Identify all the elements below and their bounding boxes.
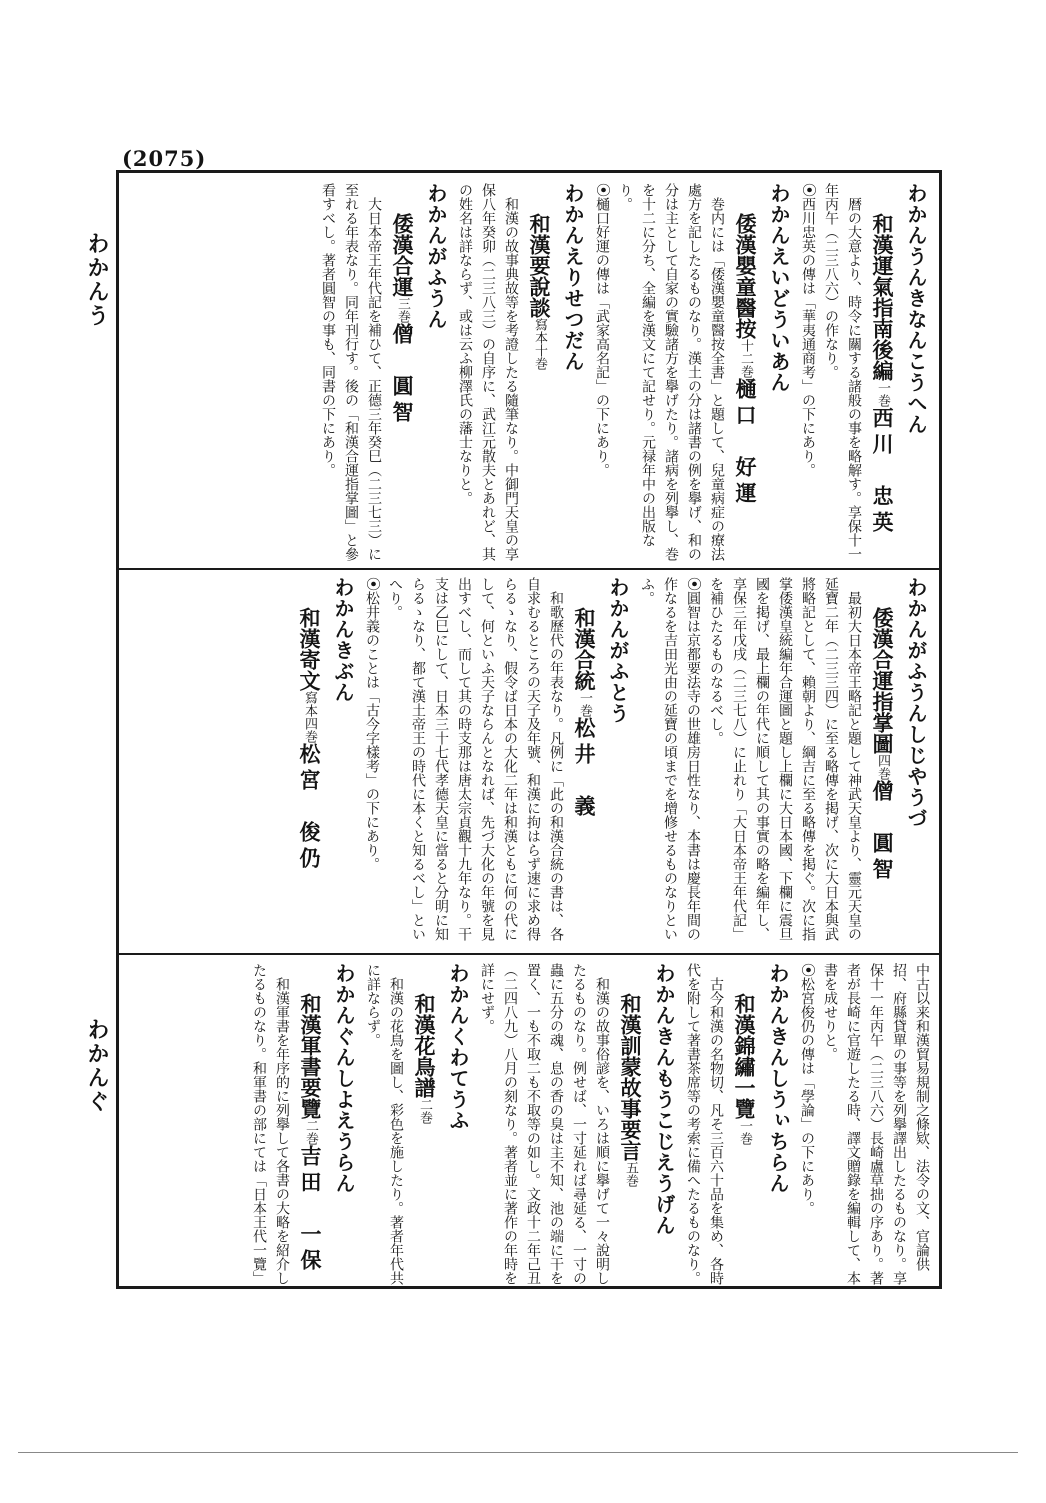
row-lower [119, 959, 939, 1286]
entry-reading: わかんくわてうふ [446, 963, 470, 1131]
dictionary-entry [681, 963, 795, 1286]
entry-author: 松宮 俊仍 [297, 743, 322, 873]
entry-title: 倭漢合運 [390, 213, 415, 297]
entry-volumes: 二巻 [417, 1098, 432, 1124]
row-upper [119, 179, 939, 565]
entry-heading [407, 963, 441, 1286]
dictionary-entry [361, 963, 475, 1286]
entry-note: ⦿松宮俊仍の傳は「學論」の下にあり。 [799, 963, 815, 1215]
entry-reading: わかんがふうん [424, 183, 448, 330]
entry-heading [567, 577, 601, 950]
entry-title: 和漢要說談 [527, 213, 552, 318]
entry-heading [293, 963, 327, 1286]
entry-volumes: 二巻 [303, 1119, 318, 1145]
entry-volumes: 三巻 [395, 297, 410, 323]
dictionary-frame [116, 170, 942, 1289]
entry-heading [292, 577, 326, 950]
dictionary-entry [590, 183, 796, 565]
entries-column [247, 959, 939, 1286]
entry-title: 倭漢嬰童醫按 [733, 213, 758, 339]
entry-reading: わかんきんしうぃちらん [766, 963, 790, 1194]
entry-text: 古今和漢の名物切、凡そ三百六十品を集め、各時代を附して著書茶席等の考索に備へたるものなり。 [685, 963, 724, 1285]
side-label-upper: わかんう [84, 232, 110, 328]
entry-heading [728, 183, 762, 565]
entry-author: 僧 圓智 [870, 780, 895, 884]
entry-volumes: 十二巻 [738, 339, 753, 378]
entry-title: 和漢錦繡一覽 [732, 993, 757, 1119]
entry-heading [385, 183, 419, 565]
dictionary-entry [247, 963, 361, 1286]
entry-title: 和漢軍書要覽 [298, 993, 323, 1119]
dictionary-entry [292, 577, 360, 950]
row-middle [119, 573, 939, 950]
row-divider [119, 568, 939, 570]
entry-title: 倭漢合運指掌圖 [870, 607, 895, 754]
dictionary-entry [360, 577, 635, 950]
entry-text: 和漢の花鳥を圖し、彩色を施したり。著者年代共に詳ならず。 [365, 963, 404, 1285]
entry-text: 和漢軍書を年序的に列擧して各書の大略を紹介したるものなり。和軍書の部にては「日本王代一覽」 [251, 963, 290, 1285]
entry-author: 吉田 一保 [298, 1145, 323, 1275]
entries-column [316, 179, 939, 565]
entry-volumes: 寫本十巻 [532, 318, 547, 370]
entry-heading [613, 963, 647, 1286]
footer-rule [18, 1452, 1018, 1453]
entry-reading: わかんがふうんしじやうづ [904, 577, 928, 829]
entry-reading: わかんきんもうこじえうげん [652, 963, 676, 1236]
entry-note: ⦿西川忠英の傳は「華夷通商考」の下にあり。 [800, 183, 816, 477]
dictionary-entry [795, 963, 933, 1286]
entry-title: 和漢寄文 [297, 607, 322, 691]
entry-volumes: 一巻 [737, 1119, 752, 1145]
entry-reading: わかんぐんしよえうらん [332, 963, 356, 1194]
entry-reading: わかんきぶん [331, 577, 355, 703]
entry-heading [865, 577, 899, 950]
entry-text: 暦の大意より、時令に關する諸般の事を略解す。享保十一年丙午（二三八六）の作なり。 [823, 183, 862, 561]
dictionary-entry [796, 183, 933, 565]
entry-text: 巻内には「倭漢嬰童醫按全書」と題して、兒童病症の療法處方を記したるものなり。漢土の分は諸書の例を擧げ、和の分は主として自家の實驗諸方を擧げたり。諸病を列擧し、巻を十二に分ち、全編を漢文にて記せり。元禄年中の出版なり。 [617, 183, 725, 561]
entry-title: 和漢訓蒙故事要言 [618, 993, 643, 1161]
entry-note: ⦿松井義のことは「古今字樣考」の下にあり。 [364, 577, 380, 871]
entry-volumes: 四巻 [875, 754, 890, 780]
entry-reading: わかんがふとう [606, 577, 630, 724]
entry-author: 樋口 好運 [733, 378, 758, 508]
entry-heading [865, 183, 899, 565]
page-number: (2075) [122, 146, 207, 171]
entry-heading [522, 183, 556, 565]
entry-note: ⦿樋口好運の傳は「武家高名記」の下にあり。 [594, 183, 610, 477]
dictionary-entry [475, 963, 681, 1286]
entry-volumes: 一巻 [875, 381, 890, 407]
entry-note: ⦿圓智は京都要法寺の世雄房日性なり、本書は慶長年間の作なるを吉田光由の延寶の頃までを增修せるものなりといふ。 [639, 577, 701, 941]
dictionary-entry [635, 577, 933, 950]
entry-volumes: 一巻 [577, 691, 592, 717]
entry-title: 和漢合統 [572, 607, 597, 691]
dictionary-entry [453, 183, 590, 565]
entry-author: 西川 忠英 [870, 407, 895, 537]
entry-author: 僧 圓智 [390, 323, 415, 427]
entry-title: 和漢運氣指南後編 [870, 213, 895, 381]
entry-reading: わかんえいどういあん [767, 183, 791, 393]
entry-text: 大日本帝王年代記を補ひて、正德三年癸巳（二三七三）に至れる年表なり。同年刊行す。後の「和漢合運指掌圖」と參看すべし。著者圓智の事も、同書の下にあり。 [320, 183, 382, 561]
entry-text: 和漢の故事俗諺を、いろは順に擧げて一々說明したるものなり。例せば、一寸延れば尋延る、一寸の蟲に五分の魂、息の香の臭は主不知、池の端に干を置く、一も不取二も不取等の如し。文政十二年己丑（二四八九）八月の刻なり。著者並に著作の年時を詳にせず。 [479, 963, 610, 1285]
entry-author: 松井 義 [572, 717, 597, 821]
entry-title: 和漢花鳥譜 [412, 993, 437, 1098]
entry-text: 和歌歷代の年表なり。凡例に「此の和漢合統の書は、各自求むるところの天子及年號、和漢に拘はらず速に求め得らるゝなり、假令ば日本の大化二年は和漢ともに何の代にして、何といふ天子ならんとなれば、先づ大化の年號を見出すべし、而して其の時支那は唐太宗貞觀十九年なり。干支は乙巳にして、日本三十七代孝德天皇に當ると分明に知らるゝなり、都て漢土帝王の時代に本くと知るべし」といへり。 [387, 577, 564, 941]
entries-column [292, 573, 939, 950]
entry-continuation: 中古以来和漢貿易規制之條欵、法令の文、官論供招、府縣貸單の事等を列擧譯出したるものなり。享保十一年丙午（二三八六）長崎盧草拙の序あり。著者が長崎に官遊したる時、譯文贈錄を編輯して、本書を成せりと。 [822, 963, 930, 1285]
dictionary-entry [316, 183, 453, 565]
entry-text: 最初大日本帝王略記と題して神武天皇より、靈元天皇の延寶二年（二三三四）に至る略傳を掲げ、次に大日本與武將略記として、賴朝より、綱吉に至る略傳を掲ぐ。次に指掌倭漢皇統編年合運圖と題し上欄に大日本國、下欄に震旦國を掲げ、最上欄の年代に順して其の事實の略を編年し、享保三年戊戌（二三七八）に止れり「大日本帝王年代記」を補ひたるものなるべし。 [708, 577, 862, 941]
entry-volumes: 寫本四巻 [302, 691, 317, 743]
entry-reading: わかんえりせつだん [561, 183, 585, 372]
side-label-lower: わかんぐ [84, 1018, 110, 1114]
row-divider [119, 953, 939, 955]
entry-reading: わかんうんきなんこうへん [904, 183, 928, 435]
entry-volumes: 五巻 [623, 1161, 638, 1187]
entry-text: 和漢の故事典故等を考證したる隨筆なり。中御門天皇の享保八年癸卯（二三八三）の自序に、武江元散夫とあれど、其の姓名は詳ならず、或は云ふ柳澤氏の藩士なりと。 [457, 183, 519, 561]
entry-heading [727, 963, 761, 1286]
